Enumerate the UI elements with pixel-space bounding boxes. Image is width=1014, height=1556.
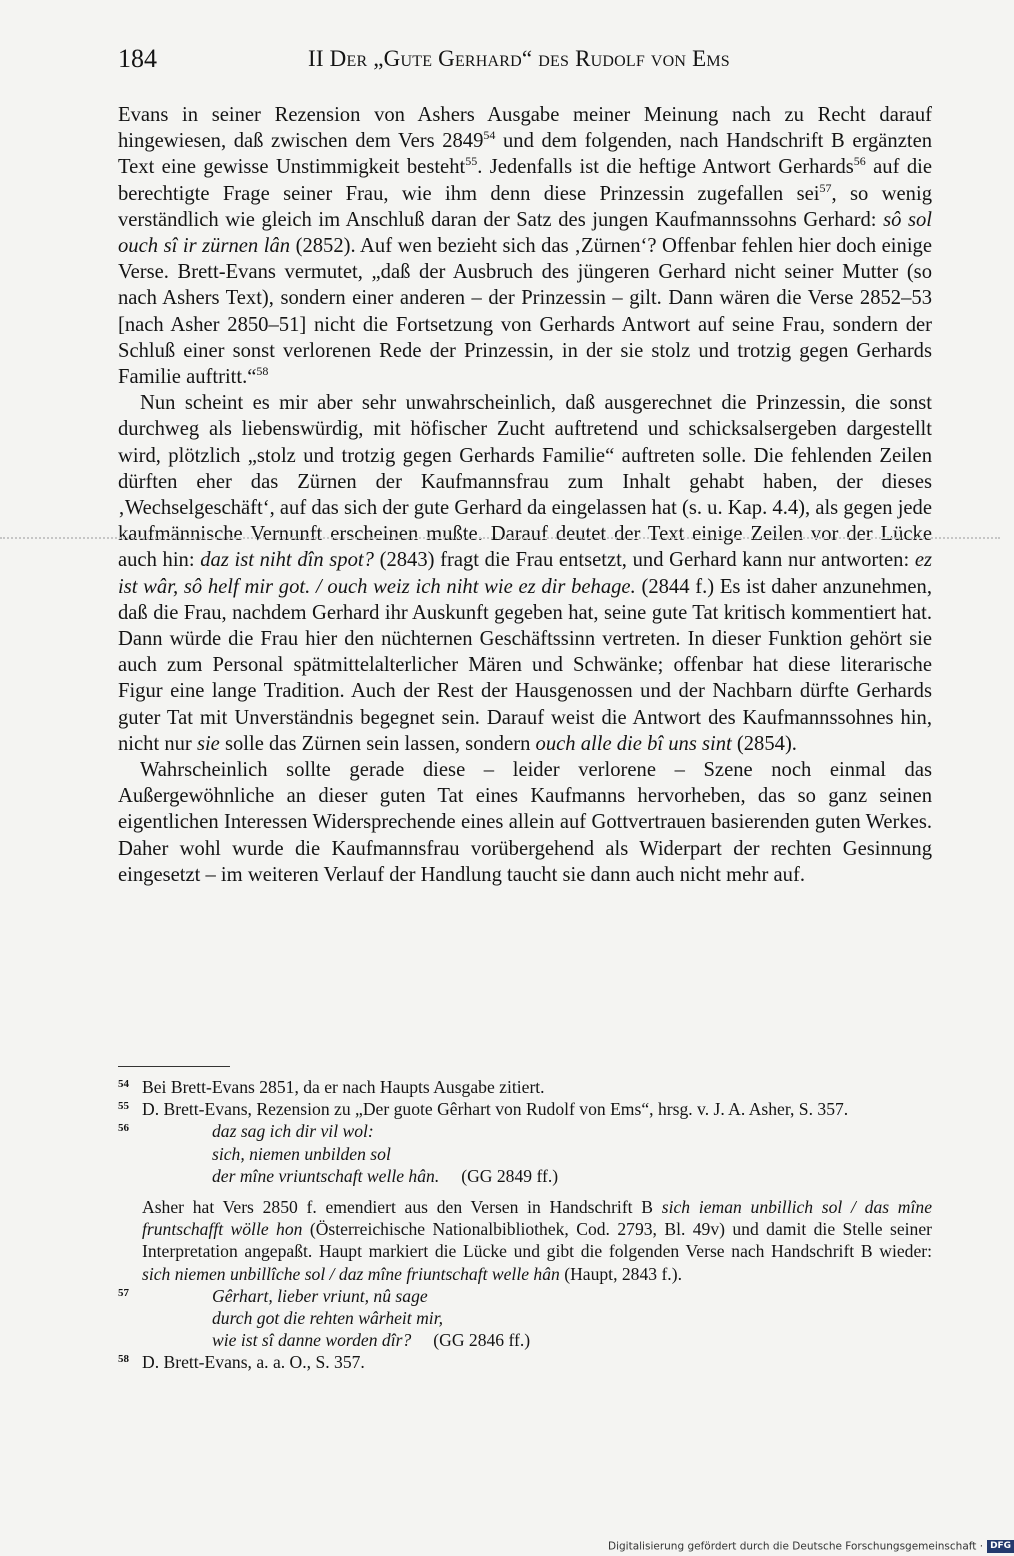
text-run: (2852). Auf wen bezieht sich das ‚Zürnen‘? Offenbar fehlen hier doch einige Verse. Brett-Evans vermutet, „daß der Ausbruch des jüngeren Gerhard nicht seiner Mutter (so nach Ashers Text), sondern einer anderen – der Prinzessin – gilt. Dann wären die Verse 2852–53 [nach Asher 2850–51] nicht die Fortsetzung von Gerhards Antwort auf seine Frau, sondern der Schluß einer sonst verlorenen Rede der Prinzessin, in der sie stolz und trotzig gegen Gerhards Familie auftritt.“ [118,235,932,389]
text-run: (2843) fragt die Frau entsetzt, und Gerhard kann nur antworten: [373,549,915,572]
text-run: und dem folgenden, nach Handschrift B ergänzten Text eine gewisse Unstimmigkeit besteht [118,130,933,179]
page-header [118,44,938,80]
running-head: II Der „Gute Gerhard“ des Rudolf von Ems [308,46,730,71]
verse-line: sich, niemen unbilden sol [212,1143,391,1164]
verse-line: Gêrhart, lieber vriunt, nû sage [212,1285,428,1306]
verse-line [142,1329,932,1351]
footnote-ref-57[interactable]: 57 [819,180,832,195]
paragraph-2 [118,390,932,757]
text-run: Asher hat Vers 2850 f. emendiert aus den Versen in Handschrift B [142,1197,662,1218]
footnote-57 [118,1285,932,1352]
text-run: (Österreichische Nationalbibliothek, Cod. 2793, Bl. 49v) und damit die Stelle seiner Interpretation angepaßt. Haupt markiert die Lücke und gibt die folgenden Verse nach Handschrift B wieder: [142,1219,932,1262]
footnote-number: 57 [118,1286,129,1299]
footnote-number: 54 [118,1078,129,1090]
verse-reference: (GG 2849 ff.) [461,1165,559,1186]
paragraph-3: Wahrscheinlich sollte gerade diese – leider verlorene – Szene noch einmal das Außergewöhnliche an dieser guten Tat eines Kaufmanns hervorheben, das so ganz seinen eigentlichen Interessen Widersprechende eines allein auf Gottvertrauen basierenden guten Werkes. Daher wohl wurde die Kaufmannsfrau vorübergehend als Widerpart der rechten Gesinnung eingesetzt – im weiteren Verlauf der Handlung taucht sie dann auch nicht mehr auf. [118,759,932,886]
text-run: (2844 f.) Es ist daher anzunehmen, daß die Frau, nachdem Gerhard ihr Auskunft gegeben hat, seine gute Tat kritisch kommentiert hat. Dann würde die Frau hier den nüchternen Geschäftssinn vertreten. In dieser Funktion gehört sie auch zum Personal spätmittelalterlicher Mären und Schwänke; offenbar hat diese literarische Figur eine lange Tradition. Auch der Rest der Hausgenossen und der Nachbarn dürfte Gerhards guter Tat mit Unverständnis begegnet sein. Darauf weist die Antwort des Kaufmannssohnes hin, nicht nur [118,575,932,755]
footnote-number: 56 [118,1122,129,1135]
text-run: Evans in seiner Rezension von Ashers Ausgabe meiner Meinung nach zu Recht darauf hingewiesen, daß zwischen dem Vers 2849 [118,104,932,153]
footnote-ref-55[interactable]: 55 [465,154,478,169]
verse-text: der mîne vriuntschaft welle hân. [212,1165,440,1186]
verse-line [142,1165,932,1187]
text-run: (2854). [731,732,797,755]
verse-reference: (GG 2846 ff.) [433,1330,531,1351]
credit-text: Digitalisierung gefördert durch die Deutsche Forschungsgemeinschaft · [608,1540,984,1553]
footnote-number: 58 [118,1353,129,1366]
footnote-55 [118,1098,932,1120]
text-run: solle das Zürnen sein lassen, sondern [219,732,536,755]
verse-line: daz sag ich dir vil wol: [212,1121,374,1142]
text-run: , so wenig verständlich wie gleich im Anschluß daran der Satz des jungen Kaufmannssohns Gerhard: [118,182,932,231]
quotation: sie [196,732,220,755]
quotation: ouch alle die bî uns sint [535,732,732,755]
footnote-ref-56[interactable]: 56 [853,154,866,169]
footnote-divider [118,1066,230,1067]
text-run: (Haupt, 2843 f.). [559,1263,682,1284]
footnote-ref-54[interactable]: 54 [483,128,496,143]
footnote-text: D. Brett-Evans, a. a. O., S. 357. [142,1352,365,1373]
footnotes [118,1076,932,1374]
scan-artifact-line [0,537,1000,539]
text-run: Nun scheint es mir aber sehr unwahrscheinlich, daß ausgerechnet die Prinzessin, die sonst durchweg als liebenswürdig, mit höfischer Zucht auftretend und schicksalsergeben dargestellt wird, plötzlich „stolz und trotzig gegen Gerhards Familie“ auftreten solle. Die fehlenden Zeilen dürften eher das Zürnen der Kaufmannsfrau zum Inhalt gehabt haben, der dieses ‚Wechselgeschäft‘, auf das sich der gute Gerhard da eingelassen hat (s. u. Kap. 4.4), als gegen jede kaufmännische Vernunft erscheinen mußte. Darauf deutet der Text einige Zeilen vor der Lücke auch hin: [118,392,932,572]
digitization-credit [608,1540,1014,1553]
page-number: 184 [118,44,157,73]
quotation: sich niemen unbillîche sol / daz mîne friuntschaft welle hân [142,1263,560,1284]
text-run: . Jedenfalls ist die heftige Antwort Gerhards [477,156,854,179]
footnote-text: Bei Brett-Evans 2851, da er nach Haupts Ausgabe zitiert. [142,1077,545,1097]
footnote-paragraph [142,1196,932,1285]
quotation: daz ist niht dîn spot? [200,549,374,572]
footnote-56 [118,1120,932,1284]
footnote-58 [118,1351,932,1373]
footnote-54 [118,1076,932,1098]
quotation: sô sol ouch sî ir zürnen lân [118,208,932,258]
verse-line: durch got die rehten wârheit mir, [212,1308,443,1329]
footnote-number: 55 [118,1100,129,1113]
quotation: ez ist wâr, sô helf mir got. / ouch weiz ich niht wie ez dir behage. [118,549,932,598]
main-text [118,102,932,888]
paragraph-1 [118,102,932,390]
verse-text: wie ist sî danne worden dîr? [212,1330,412,1351]
dfg-logo-icon: DFG [987,1540,1014,1553]
footnote-text: D. Brett-Evans, Rezension zu „Der guote Gêrhart von Rudolf von Ems“, hrsg. v. J. A. Asher, S. 357. [142,1099,849,1120]
text-run: auf die berechtigte Frage seiner Frau, wie ihm denn diese Prinzessin zugefallen sei [118,156,932,205]
quotation: sich ieman unbillich sol / das mîne fruntschafft wölle hon [142,1197,932,1240]
footnote-ref-58[interactable]: 58 [256,364,269,379]
